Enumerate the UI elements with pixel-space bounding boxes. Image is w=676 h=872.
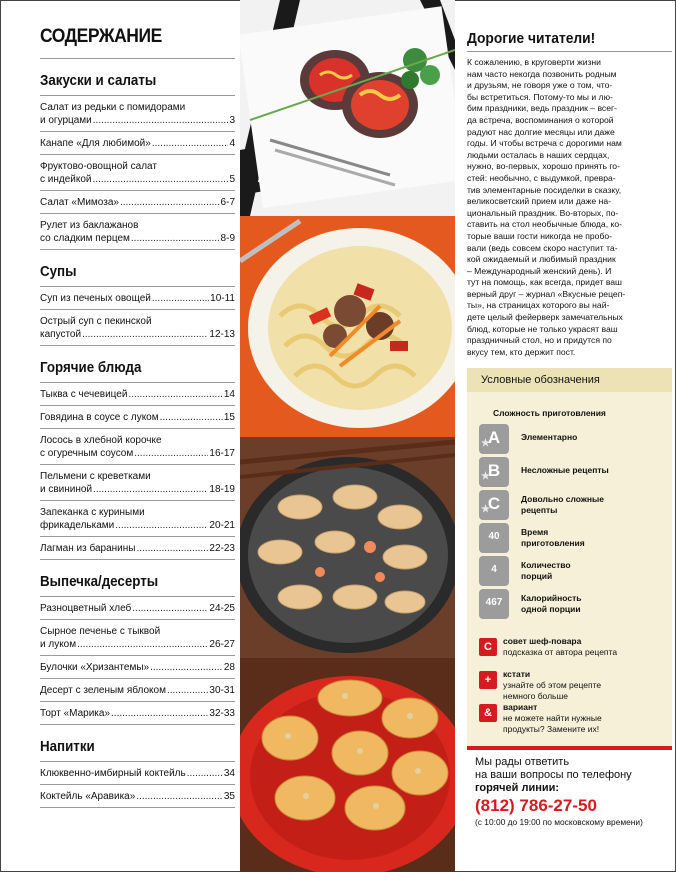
toc-page-number: 22-23 — [209, 543, 235, 554]
greeting-line: бим праздники, ведь праздник – всег- — [467, 103, 618, 114]
greeting-line: К сожалению, в круговерти жизни — [467, 57, 601, 67]
legend-note-line: не можете найти нужные — [503, 713, 602, 723]
greeting-line: вали (ведь совсем скоро наступит та- — [467, 242, 618, 253]
star-icon: ★ — [481, 438, 490, 449]
legend-note — [479, 702, 669, 738]
toc-entry-title: Салат «Мимоза» — [40, 197, 119, 208]
greeting-line: блюд, которые не только украсят ваш — [467, 323, 618, 334]
toc-entry-last-line — [40, 707, 235, 720]
toc-leader-dots — [115, 519, 208, 532]
toc-entry[interactable] — [40, 465, 235, 501]
legend-label-line: рецепты — [521, 504, 558, 515]
by-the-way-icon: + — [479, 671, 497, 689]
greeting-line: великосветский прием или даже на- — [467, 196, 611, 207]
greeting-line: ставить на стол необычные блюда, ко- — [467, 219, 622, 230]
toc-entry-last-line — [40, 173, 235, 186]
difficulty-c-icon — [479, 490, 509, 520]
toc-entry-title: и луком — [40, 639, 77, 650]
toc-entry-last-line — [40, 519, 235, 532]
toc-leader-dots — [120, 196, 220, 209]
toc-entry-last-line — [40, 638, 235, 651]
clock-time-icon — [479, 523, 509, 553]
toc-entry[interactable] — [40, 310, 235, 346]
legend-note-line: узнайте об этом рецепте — [503, 680, 602, 690]
toc-entry[interactable] — [40, 406, 235, 429]
toc-leader-dots — [111, 707, 208, 720]
legend-label-line: Количество — [521, 560, 571, 570]
legend-icon-text: 40 — [488, 531, 500, 542]
legend-header-bar — [467, 368, 672, 392]
toc-leader-dots — [128, 388, 222, 401]
toc-entry-title: Разноцветный хлеб — [40, 603, 132, 614]
toc-page-number: 24-25 — [209, 603, 235, 614]
greeting-line: праздничный стол, но и придутся по — [467, 335, 612, 346]
cheese-cookies-photo — [240, 658, 455, 872]
star-icon: ★ — [481, 504, 490, 515]
legend-icon-text: B — [487, 461, 501, 480]
toc-entry-title: Торт «Марика» — [40, 708, 111, 719]
toc-page-number: 35 — [223, 791, 235, 802]
calories-icon — [479, 589, 509, 619]
toc-entry-title-line: Запеканка с куриными — [40, 507, 145, 518]
greeting-line: радуют нас долгие месяцы или даже — [467, 126, 615, 137]
toc-leader-dots — [131, 232, 220, 245]
toc-entry[interactable] — [40, 383, 235, 406]
greeting-line: торые ваши гости никогда не пробо- — [467, 230, 613, 241]
legend-item-label — [521, 593, 581, 614]
greeting-line: тив элементарные посиделки в сказку, — [467, 184, 622, 195]
toc-entry-last-line — [40, 790, 235, 803]
toc-entry[interactable] — [40, 537, 235, 560]
legend-item-label — [521, 432, 577, 443]
toc-leader-dots — [167, 684, 208, 697]
toc-leader-dots — [160, 411, 223, 424]
toc-leader-dots — [134, 447, 208, 460]
toc-page-number: 15 — [223, 412, 235, 423]
toc-entry[interactable] — [40, 785, 235, 808]
section-heading: Закуски и салаты — [40, 73, 157, 89]
legend-item — [479, 457, 669, 487]
toc-leader-dots — [93, 114, 229, 127]
portions-icon — [479, 556, 509, 586]
toc-page-number: 6-7 — [220, 197, 235, 208]
greeting-line: вкусу тем, кто держит пост. — [467, 346, 576, 357]
greeting-divider — [467, 51, 672, 52]
greeting-line: нам часто некогда позвонить родным — [467, 68, 617, 79]
toc-entry-title: Лагман из баранины — [40, 543, 136, 554]
toc-leader-dots — [187, 767, 223, 780]
toc-leader-dots — [136, 542, 208, 555]
toc-entry-title: Говядина в соусе с луком — [40, 412, 159, 423]
toc-entry-title: с огуречным соусом — [40, 448, 134, 459]
greeting-line: бы встретиться. Потому-то мы и лю- — [467, 91, 613, 102]
toc-entry-last-line — [40, 661, 235, 674]
legend-accent-bar — [467, 746, 672, 750]
greeting-line: – Международный женский день). И — [467, 265, 612, 276]
legend-icon-text: 4 — [491, 564, 497, 575]
toc-entry-title-line: Лосось в хлебной корочке — [40, 435, 162, 446]
lagman-noodles-photo — [240, 216, 455, 437]
toc-entry[interactable] — [40, 132, 235, 155]
star-icon: ★ — [481, 471, 490, 482]
toc-entry[interactable] — [40, 762, 235, 785]
legend-note — [479, 636, 669, 672]
section-heading: Супы — [40, 264, 77, 280]
toc-entry-last-line — [40, 411, 235, 424]
food-photo-strip — [240, 0, 455, 872]
toc-entry[interactable] — [40, 96, 235, 132]
legend-note-text — [503, 680, 601, 701]
toc-page-number: 26-27 — [209, 639, 235, 650]
greeting-line: циональный праздник. Во-вторых, по- — [467, 207, 619, 218]
legend-label-line: Время — [521, 527, 549, 537]
legend-icon-text: 467 — [485, 597, 503, 608]
toc-page-number: 3 — [229, 115, 235, 126]
toc-entry-title-line: Рулет из баклажанов — [40, 220, 139, 231]
toc-entry-title-line: Фруктово-овощной салат — [40, 161, 157, 172]
legend-item — [479, 424, 669, 454]
toc-entry-last-line — [40, 767, 235, 780]
legend-icon-text: C — [487, 494, 501, 513]
greeting-line: верный друг – журнал «Вкусные рецеп- — [467, 288, 626, 299]
toc-leader-dots — [152, 292, 209, 305]
legend-title: Условные обозначения — [481, 374, 600, 386]
toc-entry[interactable] — [40, 214, 235, 250]
toc-page-number: 32-33 — [209, 708, 235, 719]
toc-leader-dots — [93, 173, 229, 186]
difficulty-title: Сложность приготовления — [493, 408, 606, 418]
legend-note — [479, 669, 669, 705]
toc-page-number: 8-9 — [220, 233, 235, 244]
legend-label-line: Элементарно — [521, 432, 578, 442]
toc-entry-title: Суп из печеных овощей — [40, 293, 151, 304]
toc-page-number: 4 — [229, 138, 235, 149]
toc-entry[interactable] — [40, 679, 235, 702]
toc-page-number: 30-31 — [209, 685, 235, 696]
legend-note-title: кстати — [503, 669, 531, 679]
toc-entry-last-line — [40, 114, 235, 127]
greeting-line: и друзьям, не говоря уже о том, что- — [467, 80, 613, 91]
variant-icon: & — [479, 704, 497, 722]
toc-entry-last-line — [40, 388, 235, 401]
toc-entry-last-line — [40, 328, 235, 341]
toc-leader-dots — [152, 137, 229, 150]
toc-page-number: 10-11 — [210, 293, 235, 304]
hotline-line-2: на ваши вопросы по телефону — [475, 769, 632, 781]
toc-entry-title: капустой — [40, 329, 82, 340]
greeting-line: годы. И чтобы встреча с дорогими нам — [467, 138, 622, 149]
toc-entry[interactable] — [40, 501, 235, 537]
toc-entry[interactable] — [40, 155, 235, 191]
toc-entry[interactable] — [40, 597, 235, 620]
legend-note-text — [503, 647, 617, 658]
toc-entry-title-line: Острый суп с пекинской — [40, 316, 152, 327]
toc-title: СОДЕРЖАНИЕ — [40, 26, 162, 47]
legend-item — [479, 523, 669, 553]
greeting-title: Дорогие читатели! — [467, 30, 596, 47]
legend-item-label — [521, 560, 571, 581]
section-heading: Выпечка/десерты — [40, 574, 159, 590]
toc-leader-dots — [136, 790, 223, 803]
toc-entry-title: Клюквенно-имбирный коктейль — [40, 768, 186, 779]
toc-entry-title: с индейкой — [40, 174, 92, 185]
table-of-contents — [40, 26, 235, 808]
legend-label-line: приготовления — [521, 537, 585, 548]
greeting-line: людьми осталась в наших сердцах, — [467, 149, 610, 160]
legend-item-label — [521, 465, 609, 476]
legend-label-line: Довольно сложные — [521, 494, 604, 504]
toc-entry-title: Булочки «Хризантемы» — [40, 662, 150, 673]
toc-entry-title-line: Салат из редьки с помидорами — [40, 102, 186, 113]
legend-item-label — [521, 494, 604, 515]
section-heading: Напитки — [40, 739, 95, 755]
toc-page-number: 16-17 — [209, 448, 235, 459]
hotline-line-1: Мы рады ответить — [475, 756, 570, 768]
toc-entry[interactable] — [40, 429, 235, 465]
greeting-line: кой ожидаемый и любимый праздник — [467, 254, 616, 265]
toc-entry-title: фрикадельками — [40, 520, 115, 531]
difficulty-b-icon — [479, 457, 509, 487]
hotline-phone[interactable]: (812) 786-27-50 — [475, 796, 597, 815]
legend-item-label — [521, 527, 585, 548]
legend-label-line: порций — [521, 570, 553, 581]
toc-entry-title: Канапе «Для любимой» — [40, 138, 151, 149]
hotline-line-3: горячей линии: — [475, 782, 560, 794]
legend-item — [479, 490, 669, 520]
toc-page-number: 20-21 — [209, 520, 235, 531]
section-heading: Горячие блюда — [40, 360, 142, 376]
greeting-line: ты», на страницах которого вы най- — [467, 300, 610, 311]
legend-note-line: немного больше — [503, 690, 569, 701]
toc-leader-dots — [150, 661, 223, 674]
toc-page-number: 28 — [223, 662, 235, 673]
toc-entry[interactable] — [40, 620, 235, 656]
toc-entry[interactable] — [40, 191, 235, 214]
toc-entry[interactable] — [40, 702, 235, 725]
legend-note-title: вариант — [503, 702, 538, 712]
greeting-line: тут на помощь, как всегда, придет ваш — [467, 277, 622, 288]
toc-page-number: 34 — [223, 768, 235, 779]
hotline-block — [475, 756, 675, 827]
legend-note-title: совет шеф-повара — [503, 636, 582, 646]
greeting-text — [467, 57, 672, 358]
greeting-line: да встреча, воспоминания о которой — [467, 114, 614, 125]
toc-entry[interactable] — [40, 656, 235, 679]
legend-note-line: подсказка от автора рецепта — [503, 647, 618, 657]
toc-entry-title: и свининой — [40, 484, 93, 495]
toc-entry-last-line — [40, 684, 235, 697]
toc-entry-last-line — [40, 196, 235, 209]
legend-label-line: одной порции — [521, 603, 581, 614]
toc-entry-last-line — [40, 602, 235, 615]
toc-entry-title-line: Пельмени с креветками — [40, 471, 151, 482]
toc-entry[interactable] — [40, 287, 235, 310]
toc-divider — [40, 58, 235, 59]
toc-entry-last-line — [40, 232, 235, 245]
legend-label-line: Калорийность — [521, 593, 582, 603]
legend-item — [479, 589, 669, 619]
toc-entry-title: Коктейль «Аравика» — [40, 791, 136, 802]
eggplant-roll-photo — [240, 0, 455, 216]
toc-page-number: 5 — [229, 174, 235, 185]
toc-leader-dots — [82, 328, 208, 341]
toc-entry-last-line — [40, 137, 235, 150]
toc-entry-last-line — [40, 292, 235, 305]
difficulty-a-icon — [479, 424, 509, 454]
toc-entry-last-line — [40, 542, 235, 555]
toc-entry-title: Тыква с чечевицей — [40, 389, 128, 400]
toc-entry-title: Десерт с зеленым яблоком — [40, 685, 166, 696]
toc-entry-title-line: Сырное печенье с тыквой — [40, 626, 161, 637]
toc-leader-dots — [93, 483, 208, 496]
legend-icon-text: A — [487, 428, 501, 447]
toc-page-number: 14 — [223, 389, 235, 400]
toc-page-number: 12-13 — [209, 329, 235, 340]
toc-page-number: 18-19 — [209, 484, 235, 495]
toc-entry-title: со сладким перцем — [40, 233, 130, 244]
toc-sections — [40, 73, 235, 808]
toc-leader-dots — [77, 638, 208, 651]
legend-box — [467, 368, 672, 750]
greeting-line: нужно, во-первых, хорошо принять го- — [467, 161, 620, 172]
legend-item — [479, 556, 669, 586]
toc-entry-last-line — [40, 447, 235, 460]
chef-advice-icon: С — [479, 638, 497, 656]
greeting-line: стей: необычно, с выдумкой, превра- — [467, 172, 616, 183]
toc-leader-dots — [132, 602, 208, 615]
legend-label-line: Несложные рецепты — [521, 465, 609, 475]
legend-note-line: продукты? Замените их! — [503, 723, 600, 734]
legend-note-text — [503, 713, 602, 734]
greeting-line: дете целый фейерверк замечательных — [467, 312, 623, 323]
toc-entry-title: и огурцами — [40, 115, 92, 126]
hotline-hours: (с 10:00 до 19:00 по московскому времени) — [475, 817, 643, 827]
toc-entry-last-line — [40, 483, 235, 496]
dumplings-steamer-photo — [240, 437, 455, 658]
